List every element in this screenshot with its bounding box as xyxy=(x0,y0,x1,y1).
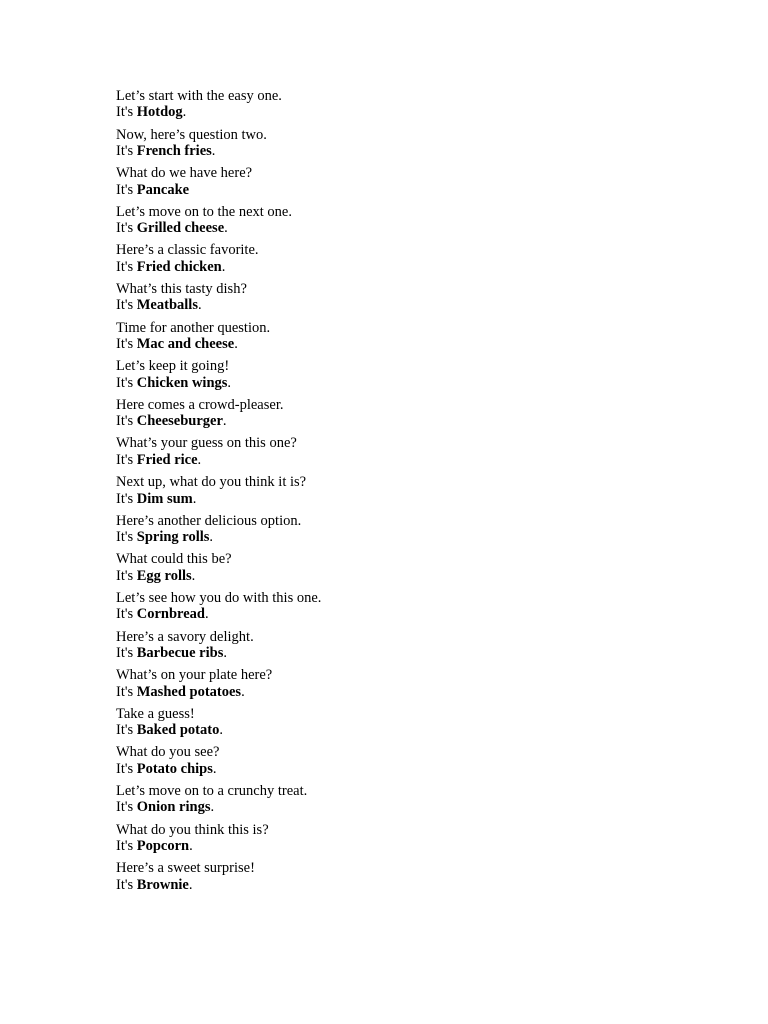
question-text: What’s your guess on this one? xyxy=(116,435,297,452)
question-text: Time for another question. xyxy=(116,319,271,336)
answer-prefix: It's xyxy=(116,799,134,816)
answer-suffix: . xyxy=(209,529,214,546)
answer-prefix: It's xyxy=(116,644,134,661)
answer-line xyxy=(116,761,676,777)
answer-line xyxy=(116,375,676,391)
answer-name: Egg rolls xyxy=(136,567,192,584)
answer-line xyxy=(116,220,676,236)
answer-line xyxy=(116,143,676,159)
answer-line xyxy=(116,259,676,275)
question-text: Let’s move on to a crunchy treat. xyxy=(116,782,308,799)
question-text: What do you see? xyxy=(116,744,220,761)
qa-pair xyxy=(116,88,676,121)
answer-name: Onion rings xyxy=(136,799,211,816)
answer-line xyxy=(116,529,676,545)
answer-prefix: It's xyxy=(116,336,134,353)
answer-name: Brownie xyxy=(136,876,189,893)
answer-prefix: It's xyxy=(116,297,134,314)
qa-pair xyxy=(116,822,676,855)
question-text: What’s this tasty dish? xyxy=(116,281,247,298)
answer-prefix: It's xyxy=(116,451,134,468)
answer-suffix: . xyxy=(210,799,215,816)
answer-suffix: . xyxy=(212,760,217,777)
question-text: Let’s start with the easy one. xyxy=(116,88,282,104)
answer-prefix: It's xyxy=(116,529,134,546)
question-text: Here’s a classic favorite. xyxy=(116,242,259,259)
answer-name: Potato chips xyxy=(136,760,213,777)
qa-pair xyxy=(116,320,676,353)
question-text: What do you think this is? xyxy=(116,821,269,838)
answer-suffix: . xyxy=(234,336,238,353)
answer-name: Popcorn xyxy=(136,837,190,854)
answer-name: Barbecue ribs xyxy=(136,644,224,661)
answer-line xyxy=(116,684,676,700)
answer-name: Cheeseburger xyxy=(136,413,223,430)
qa-pair xyxy=(116,397,676,430)
question-text: What could this be? xyxy=(116,551,232,568)
answer-name: Chicken wings xyxy=(136,374,228,391)
answer-line xyxy=(116,722,676,738)
answer-prefix: It's xyxy=(116,413,134,430)
answer-name: Hotdog xyxy=(136,104,183,121)
answer-prefix: It's xyxy=(116,837,134,854)
question-text: Now, here’s question two. xyxy=(116,126,267,143)
answer-name: Mashed potatoes xyxy=(136,683,242,700)
answer-suffix: . xyxy=(219,722,223,739)
qa-pair xyxy=(116,435,676,468)
question-text: Here’s a sweet surprise! xyxy=(116,860,255,877)
question-text: What’s on your plate here? xyxy=(116,667,273,684)
answer-line xyxy=(116,297,676,313)
answer-prefix: It's xyxy=(116,374,134,391)
answer-name: Meatballs xyxy=(136,297,198,314)
answer-line xyxy=(116,413,676,429)
answer-line xyxy=(116,606,676,622)
answer-prefix: It's xyxy=(116,567,134,584)
answer-suffix: . xyxy=(227,374,232,391)
question-text: What do we have here? xyxy=(116,165,253,182)
qa-pair xyxy=(116,513,676,546)
qa-pair xyxy=(116,629,676,662)
answer-name: Baked potato xyxy=(136,722,220,739)
answer-prefix: It's xyxy=(116,490,134,507)
answer-prefix: It's xyxy=(116,760,134,777)
answer-name: Spring rolls xyxy=(136,529,210,546)
answer-prefix: It's xyxy=(116,876,134,893)
answer-prefix: It's xyxy=(116,181,134,198)
qa-pair xyxy=(116,474,676,507)
answer-name: Fried chicken xyxy=(136,258,222,275)
answer-name: Mac and cheese xyxy=(136,336,235,353)
answer-prefix: It's xyxy=(116,104,134,121)
answer-suffix: . xyxy=(197,451,202,468)
answer-name: Cornbread xyxy=(136,606,205,623)
answer-line xyxy=(116,104,676,120)
answer-prefix: It's xyxy=(116,683,134,700)
qa-pair xyxy=(116,242,676,275)
answer-prefix: It's xyxy=(116,143,134,160)
qa-pair xyxy=(116,860,676,893)
answer-name: Grilled cheese xyxy=(136,220,225,237)
answer-name: Fried rice xyxy=(136,451,198,468)
answer-name: French fries xyxy=(136,143,212,160)
answer-prefix: It's xyxy=(116,258,134,275)
answer-suffix: . xyxy=(224,220,228,237)
answer-suffix: . xyxy=(197,297,202,314)
answer-suffix: . xyxy=(221,258,226,275)
qa-pair xyxy=(116,165,676,198)
answer-suffix: . xyxy=(241,683,245,700)
answer-prefix: It's xyxy=(116,606,134,623)
answer-line xyxy=(116,336,676,352)
qa-pair xyxy=(116,590,676,623)
qa-pair xyxy=(116,706,676,739)
qa-pair xyxy=(116,744,676,777)
answer-prefix: It's xyxy=(116,722,134,739)
answer-suffix: . xyxy=(192,490,197,507)
answer-suffix: . xyxy=(191,567,196,584)
answer-suffix: . xyxy=(188,876,193,893)
question-text: Here comes a crowd-pleaser. xyxy=(116,396,284,413)
answer-line xyxy=(116,452,676,468)
qa-pair xyxy=(116,783,676,816)
qa-pair xyxy=(116,281,676,314)
question-text: Here’s a savory delight. xyxy=(116,628,254,645)
question-text: Next up, what do you think it is? xyxy=(116,474,307,491)
question-text: Let’s keep it going! xyxy=(116,358,230,375)
qa-pair xyxy=(116,358,676,391)
question-text: Here’s another delicious option. xyxy=(116,512,302,529)
qa-pair xyxy=(116,204,676,237)
answer-line xyxy=(116,838,676,854)
question-text: Let’s move on to the next one. xyxy=(116,203,292,220)
answer-line xyxy=(116,568,676,584)
answer-name: Pancake xyxy=(136,181,190,198)
question-text: Let’s see how you do with this one. xyxy=(116,589,322,606)
answer-suffix: . xyxy=(223,644,227,661)
answer-suffix: . xyxy=(189,837,193,854)
answer-suffix: . xyxy=(211,143,216,160)
answer-name: Dim sum xyxy=(136,490,193,507)
answer-prefix: It's xyxy=(116,220,134,237)
answer-line xyxy=(116,491,676,507)
qa-pair xyxy=(116,127,676,160)
answer-line xyxy=(116,182,676,198)
answer-line xyxy=(116,645,676,661)
qa-pair xyxy=(116,667,676,700)
answer-suffix: . xyxy=(222,413,227,430)
answer-suffix: . xyxy=(204,606,209,623)
qa-pair xyxy=(116,551,676,584)
answer-line xyxy=(116,799,676,815)
answer-suffix: . xyxy=(182,104,187,121)
answer-line xyxy=(116,877,676,893)
document-page xyxy=(116,88,676,899)
question-text: Take a guess! xyxy=(116,705,195,722)
